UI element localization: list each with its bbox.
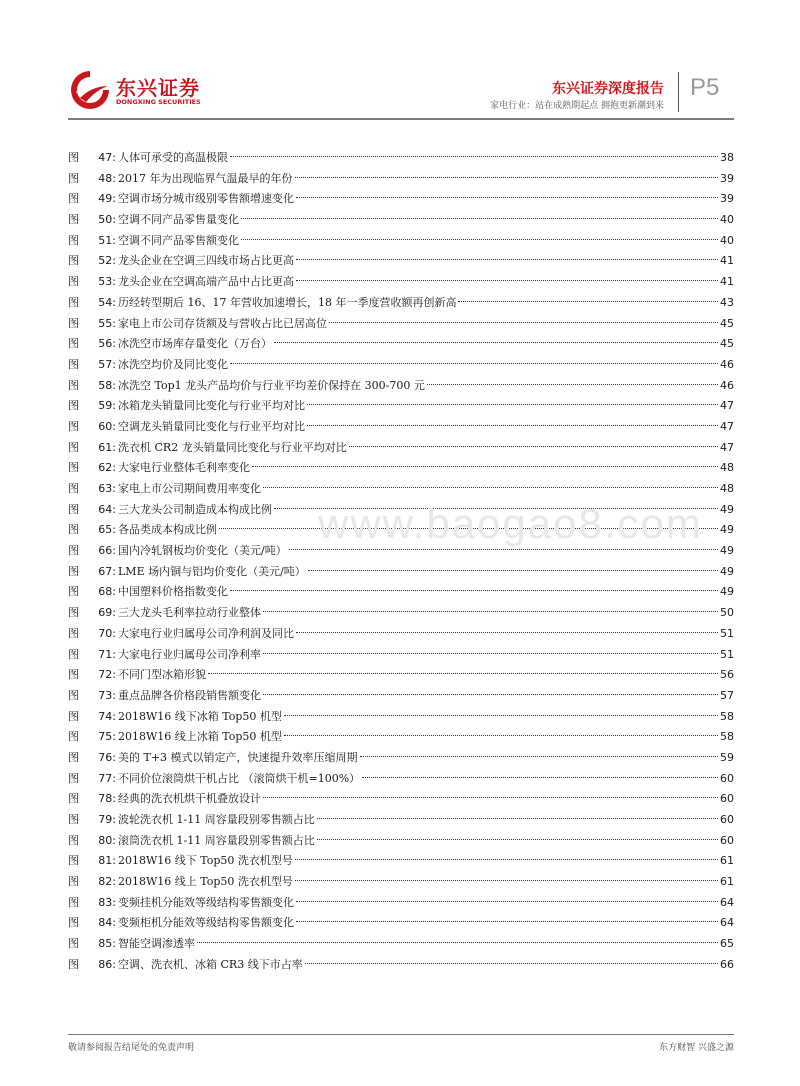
toc-page-number: 40 xyxy=(720,233,734,247)
toc-figure-label: 图 xyxy=(68,626,79,640)
toc-figure-title: 龙头企业在空调高端产品中占比更高 xyxy=(118,275,294,289)
toc-figure-title: 2018W16 线下冰箱 Top50 机型 xyxy=(118,709,282,723)
toc-figure-title: 美的 T+3 模式以销定产，快速提升效率压缩周期 xyxy=(118,750,358,764)
toc-figure-number: 82: xyxy=(98,875,116,889)
logo-text-cn: 东兴证券 xyxy=(116,76,200,100)
toc-entry[interactable] xyxy=(68,913,734,934)
logo-text-en: DONGXING SECURITIES xyxy=(116,98,201,106)
toc-figure-title: 冰洗空 Top1 龙头产品均价与行业平均差价保持在 300-700 元 xyxy=(118,378,425,392)
toc-figure-label: 图 xyxy=(68,440,79,454)
toc-figure-label: 图 xyxy=(68,254,79,268)
toc-figure-number: 50: xyxy=(98,213,116,227)
toc-figure-number: 86: xyxy=(98,957,116,971)
toc-figure-label: 图 xyxy=(68,295,79,309)
toc-dot-leader xyxy=(295,880,718,881)
toc-dot-leader xyxy=(296,197,718,198)
toc-figure-number: 81: xyxy=(98,854,116,868)
toc-dot-leader xyxy=(263,653,718,654)
toc-figure-label: 图 xyxy=(68,957,79,971)
toc-figure-number: 57: xyxy=(98,357,116,371)
toc-figure-title: LME 场内铜与铝均价变化（美元/吨） xyxy=(118,564,306,578)
toc-dot-leader xyxy=(289,549,718,550)
toc-page-number: 66 xyxy=(720,957,734,971)
toc-figure-label: 图 xyxy=(68,709,79,723)
toc-figure-title: 中国塑料价格指数变化 xyxy=(118,585,228,599)
toc-figure-title: 不同价位滚筒烘干机占比 （滚筒烘干机=100%） xyxy=(118,771,361,785)
toc-figure-number: 72: xyxy=(98,668,116,682)
toc-entry[interactable] xyxy=(68,189,734,210)
toc-figure-number: 58: xyxy=(98,378,116,392)
header-divider xyxy=(678,72,679,112)
toc-figure-label: 图 xyxy=(68,378,79,392)
toc-figure-title: 滚筒洗衣机 1-11 周容量段别零售额占比 xyxy=(118,833,315,847)
toc-dot-leader xyxy=(252,466,718,467)
toc-page-number: 51 xyxy=(720,626,734,640)
toc-page-number: 60 xyxy=(720,833,734,847)
toc-entry[interactable] xyxy=(68,438,734,459)
toc-entry[interactable] xyxy=(68,417,734,438)
toc-page-number: 60 xyxy=(720,771,734,785)
toc-figure-title: 不同门型冰箱形貌 xyxy=(118,668,206,682)
toc-figure-number: 56: xyxy=(98,337,116,351)
header-rule xyxy=(68,118,734,120)
toc-figure-title: 2018W16 线上冰箱 Top50 机型 xyxy=(118,730,282,744)
toc-page-number: 46 xyxy=(720,378,734,392)
toc-page-number: 39 xyxy=(720,192,734,206)
toc-figure-number: 75: xyxy=(98,730,116,744)
toc-figure-number: 84: xyxy=(98,916,116,930)
toc-figure-number: 68: xyxy=(98,585,116,599)
toc-figure-number: 61: xyxy=(98,440,116,454)
toc-page-number: 51 xyxy=(720,647,734,661)
toc-figure-label: 图 xyxy=(68,937,79,951)
toc-dot-leader xyxy=(274,342,718,343)
toc-figure-label: 图 xyxy=(68,233,79,247)
toc-figure-number: 73: xyxy=(98,688,116,702)
toc-figure-number: 60: xyxy=(98,419,116,433)
toc-figure-label: 图 xyxy=(68,502,79,516)
toc-figure-number: 48: xyxy=(98,171,116,185)
toc-entry[interactable] xyxy=(68,603,734,624)
toc-figure-label: 图 xyxy=(68,585,79,599)
toc-figure-label: 图 xyxy=(68,192,79,206)
toc-dot-leader xyxy=(317,818,718,819)
toc-figure-title: 空调龙头销量同比变化与行业平均对比 xyxy=(118,419,305,433)
toc-figure-label: 图 xyxy=(68,213,79,227)
toc-entry[interactable] xyxy=(68,479,734,500)
toc-figure-number: 65: xyxy=(98,523,116,537)
toc-page-number: 43 xyxy=(720,295,734,309)
toc-figure-number: 66: xyxy=(98,544,116,558)
toc-page-number: 65 xyxy=(720,937,734,951)
toc-figure-label: 图 xyxy=(68,854,79,868)
toc-figure-title: 洗衣机 CR2 龙头销量同比变化与行业平均对比 xyxy=(118,440,347,454)
toc-entry[interactable] xyxy=(68,251,734,272)
toc-entry[interactable] xyxy=(68,541,734,562)
toc-page-number: 64 xyxy=(720,895,734,909)
toc-dot-leader xyxy=(296,632,718,633)
toc-page-number: 50 xyxy=(720,606,734,620)
toc-figure-label: 图 xyxy=(68,688,79,702)
toc-figure-title: 变频挂机分能效等级结构零售额变化 xyxy=(118,895,294,909)
toc-figure-number: 49: xyxy=(98,192,116,206)
toc-page-number: 41 xyxy=(720,254,734,268)
toc-figure-title: 大家电行业整体毛利率变化 xyxy=(118,461,250,475)
toc-figure-number: 79: xyxy=(98,813,116,826)
toc-entry[interactable] xyxy=(68,872,734,893)
toc-figure-label: 图 xyxy=(68,151,79,164)
toc-dot-leader xyxy=(295,177,719,178)
toc-dot-leader xyxy=(263,487,718,488)
toc-figure-title: 大家电行业归属母公司净利率 xyxy=(118,647,261,661)
toc-figure-label: 图 xyxy=(68,399,79,413)
toc-figure-number: 62: xyxy=(98,461,116,475)
toc-figure-title: 人体可承受的高温极限 xyxy=(118,151,228,164)
toc-figure-title: 变频柜机分能效等级结构零售额变化 xyxy=(118,916,294,930)
toc-entry[interactable] xyxy=(68,955,734,976)
report-subtitle: 家电行业：站在成熟期起点 拥抱更新潮到来 xyxy=(490,101,664,111)
toc-entry[interactable] xyxy=(68,789,734,810)
toc-figure-label: 图 xyxy=(68,668,79,682)
toc-dot-leader xyxy=(307,404,718,405)
toc-figure-label: 图 xyxy=(68,482,79,495)
toc-entry[interactable] xyxy=(68,520,734,541)
toc-figure-title: 各品类成本构成比例 xyxy=(118,523,217,537)
toc-figure-number: 69: xyxy=(98,606,116,620)
toc-entry[interactable] xyxy=(68,272,734,293)
toc-page-number: 49 xyxy=(720,523,734,537)
toc-figure-number: 52: xyxy=(98,254,116,268)
toc-dot-leader xyxy=(263,694,718,695)
toc-figure-title: 历经转型期后 16、17 年营收加速增长，18 年一季度营收额再创新高 xyxy=(118,295,457,309)
footer-slogan: 东方财智 兴盛之源 xyxy=(659,1043,734,1053)
toc-page-number: 59 xyxy=(720,750,734,764)
toc-figure-label: 图 xyxy=(68,564,79,578)
toc-dot-leader xyxy=(305,963,718,964)
toc-dot-leader xyxy=(284,715,718,716)
toc-entry[interactable] xyxy=(68,624,734,645)
toc-dot-leader xyxy=(230,590,718,591)
toc-entry[interactable] xyxy=(68,707,734,728)
toc-dot-leader xyxy=(263,797,718,798)
toc-dot-leader xyxy=(296,280,718,281)
toc-dot-leader xyxy=(360,756,718,757)
toc-entry[interactable] xyxy=(68,934,734,955)
toc-figure-title: 2017 年为出现临界气温最早的年份 xyxy=(118,171,293,185)
toc-page-number: 60 xyxy=(720,813,734,826)
toc-entry[interactable] xyxy=(68,748,734,769)
toc-figure-title: 冰箱龙头销量同比变化与行业平均对比 xyxy=(118,399,305,413)
toc-entry[interactable] xyxy=(68,334,734,355)
toc-figure-title: 大家电行业归属母公司净利润及同比 xyxy=(118,626,294,640)
toc-page-number: 60 xyxy=(720,792,734,806)
toc-page-number: 64 xyxy=(720,916,734,930)
toc-figure-number: 47: xyxy=(98,151,116,164)
toc-figure-label: 图 xyxy=(68,419,79,433)
toc-dot-leader xyxy=(349,446,718,447)
toc-figure-number: 74: xyxy=(98,709,116,723)
toc-page-number: 47 xyxy=(720,419,734,433)
toc-figure-title: 三大龙头毛利率拉动行业整体 xyxy=(118,606,261,620)
toc-figure-title: 家电上市公司存货额及与营收占比已居高位 xyxy=(118,316,327,330)
toc-dot-leader xyxy=(317,839,718,840)
toc-page-number: 56 xyxy=(720,668,734,682)
toc-figure-label: 图 xyxy=(68,875,79,889)
toc-figure-title: 家电上市公司期间费用率变化 xyxy=(118,482,261,495)
toc-page-number: 48 xyxy=(720,461,734,475)
toc-entry[interactable] xyxy=(68,582,734,603)
toc-figure-number: 63: xyxy=(98,482,116,495)
toc-entry[interactable] xyxy=(68,169,734,190)
toc-figure-label: 图 xyxy=(68,771,79,785)
logo-icon xyxy=(68,68,112,112)
toc-figure-label: 图 xyxy=(68,544,79,558)
toc-dot-leader xyxy=(274,508,718,509)
toc-dot-leader xyxy=(458,301,718,302)
toc-dot-leader xyxy=(197,942,718,943)
toc-figure-title: 龙头企业在空调三四线市场占比更高 xyxy=(118,254,294,268)
toc-figure-label: 图 xyxy=(68,833,79,847)
toc-dot-leader xyxy=(295,859,718,860)
toc-page-number: 45 xyxy=(720,337,734,351)
toc-figure-number: 83: xyxy=(98,895,116,909)
toc-figure-number: 71: xyxy=(98,647,116,661)
toc-entry[interactable] xyxy=(68,893,734,914)
toc-figure-label: 图 xyxy=(68,813,79,826)
toc-figure-number: 53: xyxy=(98,275,116,289)
toc-figure-title: 智能空调渗透率 xyxy=(118,937,195,951)
toc-page-number: 49 xyxy=(720,585,734,599)
toc-figure-title: 三大龙头公司制造成本构成比例 xyxy=(118,502,272,516)
toc-figure-title: 国内冷轧钢板均价变化（美元/吨） xyxy=(118,544,287,558)
toc-figure-number: 59: xyxy=(98,399,116,413)
toc-page-number: 38 xyxy=(720,151,734,164)
toc-dot-leader xyxy=(219,528,718,529)
toc-figure-number: 80: xyxy=(98,833,116,847)
toc-page-number: 47 xyxy=(720,399,734,413)
toc-figure-number: 85: xyxy=(98,937,116,951)
toc-figure-label: 图 xyxy=(68,792,79,806)
toc-page-number: 61 xyxy=(720,875,734,889)
toc-figure-label: 图 xyxy=(68,523,79,537)
toc-entry[interactable] xyxy=(68,293,734,314)
toc-dot-leader xyxy=(241,239,718,240)
toc-page-number: 45 xyxy=(720,316,734,330)
toc-page-number: 57 xyxy=(720,688,734,702)
toc-figure-label: 图 xyxy=(68,895,79,909)
toc-figure-title: 空调、洗衣机、冰箱 CR3 线下市占率 xyxy=(118,957,303,971)
toc-dot-leader xyxy=(230,363,718,364)
toc-page-number: 49 xyxy=(720,544,734,558)
toc-figure-label: 图 xyxy=(68,647,79,661)
toc-figure-title: 冰洗空均价及同比变化 xyxy=(118,357,228,371)
toc-figure-label: 图 xyxy=(68,916,79,930)
toc-dot-leader xyxy=(427,384,718,385)
toc-entry[interactable] xyxy=(68,851,734,872)
toc-entry[interactable] xyxy=(68,645,734,666)
toc-page-number: 58 xyxy=(720,730,734,744)
toc-dot-leader xyxy=(362,777,718,778)
toc-entry[interactable] xyxy=(68,458,734,479)
toc-figure-label: 图 xyxy=(68,171,79,185)
toc-figure-title: 空调不同产品零售量变化 xyxy=(118,213,239,227)
toc-figure-number: 77: xyxy=(98,771,116,785)
toc-page-number: 40 xyxy=(720,213,734,227)
toc-page-number: 49 xyxy=(720,502,734,516)
toc-entry[interactable] xyxy=(68,727,734,748)
toc-entry[interactable] xyxy=(68,396,734,417)
watermark: www.baogao8.com xyxy=(318,500,703,547)
company-logo xyxy=(68,68,208,112)
toc-entry[interactable] xyxy=(68,355,734,376)
toc-dot-leader xyxy=(307,425,718,426)
toc-figure-title: 2018W16 线下 Top50 洗衣机型号 xyxy=(118,854,293,868)
toc-page-number: 47 xyxy=(720,440,734,454)
toc-page-number: 41 xyxy=(720,275,734,289)
toc-figure-number: 70: xyxy=(98,626,116,640)
footer-rule xyxy=(68,1034,734,1035)
toc-page-number: 39 xyxy=(720,171,734,185)
toc-page-number: 48 xyxy=(720,482,734,495)
toc-entry[interactable] xyxy=(68,810,734,831)
toc-entry[interactable] xyxy=(68,231,734,252)
toc-entry[interactable] xyxy=(68,769,734,790)
toc-dot-leader xyxy=(230,156,718,157)
toc-figure-label: 图 xyxy=(68,275,79,289)
toc-dot-leader xyxy=(208,673,718,674)
toc-figure-title: 波轮洗衣机 1-11 周容量段别零售额占比 xyxy=(118,813,315,826)
toc-dot-leader xyxy=(263,611,718,612)
toc-figure-number: 55: xyxy=(98,316,116,330)
toc-figure-title: 空调不同产品零售额变化 xyxy=(118,233,239,247)
toc-entry[interactable] xyxy=(68,148,734,169)
toc-figure-label: 图 xyxy=(68,461,79,475)
toc-figure-label: 图 xyxy=(68,357,79,371)
toc-dot-leader xyxy=(241,218,718,219)
toc-figure-label: 图 xyxy=(68,606,79,620)
toc-dot-leader xyxy=(296,901,718,902)
toc-page-number: 58 xyxy=(720,709,734,723)
toc-dot-leader xyxy=(296,259,718,260)
toc-figure-number: 54: xyxy=(98,295,116,309)
toc-page-number: 49 xyxy=(720,564,734,578)
toc-figure-label: 图 xyxy=(68,316,79,330)
toc-figure-number: 64: xyxy=(98,502,116,516)
page-number: P5 xyxy=(690,74,720,101)
toc-dot-leader xyxy=(284,735,718,736)
toc-figure-label: 图 xyxy=(68,750,79,764)
figure-table-of-contents xyxy=(68,148,734,976)
report-title: 东兴证券深度报告 xyxy=(552,81,664,97)
toc-dot-leader xyxy=(308,570,718,571)
toc-entry[interactable] xyxy=(68,562,734,583)
toc-figure-number: 51: xyxy=(98,233,116,247)
toc-page-number: 46 xyxy=(720,357,734,371)
toc-entry[interactable] xyxy=(68,686,734,707)
toc-figure-number: 76: xyxy=(98,750,116,764)
toc-entry[interactable] xyxy=(68,665,734,686)
toc-figure-title: 2018W16 线上 Top50 洗衣机型号 xyxy=(118,875,293,889)
toc-entry[interactable] xyxy=(68,831,734,852)
toc-figure-label: 图 xyxy=(68,337,79,351)
toc-figure-number: 78: xyxy=(98,792,116,806)
toc-entry[interactable] xyxy=(68,210,734,231)
toc-figure-title: 经典的洗衣机烘干机叠放设计 xyxy=(118,792,261,806)
footer-disclaimer-note: 敬请参阅报告结尾处的免责声明 xyxy=(68,1043,195,1053)
toc-entry[interactable] xyxy=(68,376,734,397)
toc-entry[interactable] xyxy=(68,314,734,335)
toc-figure-number: 67: xyxy=(98,564,116,578)
page-header xyxy=(0,0,800,122)
toc-page-number: 61 xyxy=(720,854,734,868)
toc-figure-title: 空调市场分城市级别零售额增速变化 xyxy=(118,192,294,206)
toc-entry[interactable] xyxy=(68,500,734,521)
toc-dot-leader xyxy=(329,322,718,323)
toc-figure-title: 冰洗空市场库存量变化（万台） xyxy=(118,337,272,351)
toc-figure-title: 重点品牌各价格段销售额变化 xyxy=(118,688,261,702)
toc-figure-label: 图 xyxy=(68,730,79,744)
toc-dot-leader xyxy=(296,921,718,922)
